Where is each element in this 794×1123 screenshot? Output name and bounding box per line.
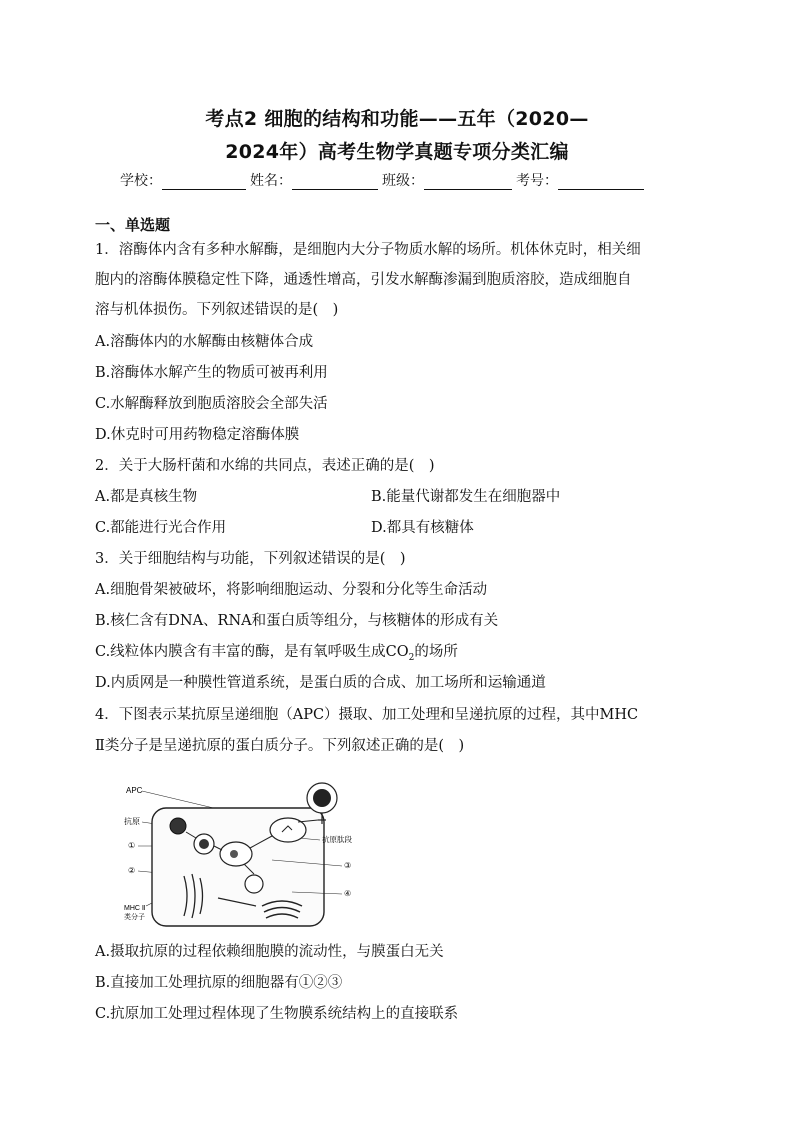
student-info-row <box>120 170 680 190</box>
q1-option-b[interactable]: B.溶酶体水解产生的物质可被再利用 <box>95 365 328 381</box>
q3-option-d[interactable]: D.内质网是一种膜性管道系统，是蛋白质的合成、加工场所和运输通道 <box>95 675 546 691</box>
organelle-4-label: ④ <box>344 889 352 898</box>
organelle-3-label: ③ <box>344 861 352 870</box>
q3-option-c[interactable] <box>95 642 458 668</box>
exam-number-blank[interactable] <box>558 175 644 190</box>
class-label: 班级： <box>382 173 424 189</box>
page-title-line1: 考点2 细胞的结构和功能——五年（2020— <box>205 108 589 130</box>
organelle-2-label: ② <box>128 866 136 875</box>
school-label: 学校： <box>120 173 162 189</box>
q1-option-a[interactable]: A.溶酶体内的水解酶由核糖体合成 <box>95 334 314 350</box>
q1-option-c[interactable]: C.水解酶释放到胞质溶胶会全部失活 <box>95 396 328 412</box>
q1-stem-line1: 1．溶酶体内含有多种水解酶，是细胞内大分子物质水解的场所。机体休克时，相关细 <box>95 242 641 258</box>
q2-option-d[interactable]: D.都具有核糖体 <box>371 520 474 536</box>
antigen-label: 抗原 <box>124 817 140 826</box>
antigen-particle <box>170 818 186 834</box>
q3-option-b[interactable]: B.核仁含有DNA、RNA和蛋白质等组分，与核糖体的形成有关 <box>95 613 499 629</box>
t-cell-nucleus <box>313 789 331 807</box>
q4-option-b[interactable]: B.直接加工处理抗原的细胞器有①②③ <box>95 975 343 991</box>
page-title-line2: 2024年）高考生物学真题专项分类汇编 <box>225 141 569 163</box>
q1-stem-line3: 溶与机体损伤。下列叙述错误的是( ) <box>95 302 339 318</box>
q3-option-c-subscript: 2 <box>408 652 415 663</box>
q3-option-c-tail: 的场所 <box>414 644 458 660</box>
q1-option-d[interactable]: D.休克时可用药物稳定溶酶体膜 <box>95 427 300 443</box>
class-blank[interactable] <box>424 175 512 190</box>
name-label: 姓名： <box>250 173 292 189</box>
apc-diagram <box>122 780 362 930</box>
q4-stem-line2: Ⅱ类分子是呈递抗原的蛋白质分子。下列叙述正确的是( ) <box>95 738 465 754</box>
q3-stem: 3．关于细胞结构与功能，下列叙述错误的是( ) <box>95 551 406 567</box>
q3-option-c-text: C.线粒体内膜含有丰富的酶，是有氧呼吸生成CO <box>95 644 409 660</box>
peptide-label: 抗原肽段 <box>322 835 352 844</box>
q2-option-b[interactable]: B.能量代谢都发生在细胞器中 <box>371 489 561 505</box>
section-title: 一、单选题 <box>95 216 171 234</box>
q4-stem-line1: 4．下图表示某抗原呈递细胞（APC）摄取、加工处理和呈递抗原的过程，其中MHC <box>95 707 639 723</box>
exam-number-label: 考号： <box>516 173 558 189</box>
name-blank[interactable] <box>292 175 378 190</box>
school-blank[interactable] <box>162 175 246 190</box>
q2-stem: 2．关于大肠杆菌和水绵的共同点，表述正确的是( ) <box>95 458 435 474</box>
golgi-vesicle <box>245 875 263 893</box>
q4-option-a[interactable]: A.摄取抗原的过程依赖细胞膜的流动性，与膜蛋白无关 <box>95 944 444 960</box>
mhc-label-2: 类分子 <box>124 914 145 921</box>
endosome-1-content <box>199 839 209 849</box>
apc-label: APC <box>126 786 143 795</box>
q4-option-c[interactable]: C.抗原加工处理过程体现了生物膜系统结构上的直接联系 <box>95 1006 459 1022</box>
organelle-1-label: ① <box>128 841 136 850</box>
phagolysosome-content <box>230 850 238 858</box>
apc-leader-line <box>142 791 222 810</box>
q1-stem-line2: 胞内的溶酶体膜稳定性下降，通透性增高，引发水解酶渗漏到胞质溶胶，造成细胞自 <box>95 272 632 288</box>
q3-option-a[interactable]: A.细胞骨架被破坏，将影响细胞运动、分裂和分化等生命活动 <box>95 582 488 598</box>
q2-option-c[interactable]: C.都能进行光合作用 <box>95 520 227 536</box>
mhc-label: MHC Ⅱ <box>124 905 146 912</box>
q2-option-a[interactable]: A.都是真核生物 <box>95 489 198 505</box>
